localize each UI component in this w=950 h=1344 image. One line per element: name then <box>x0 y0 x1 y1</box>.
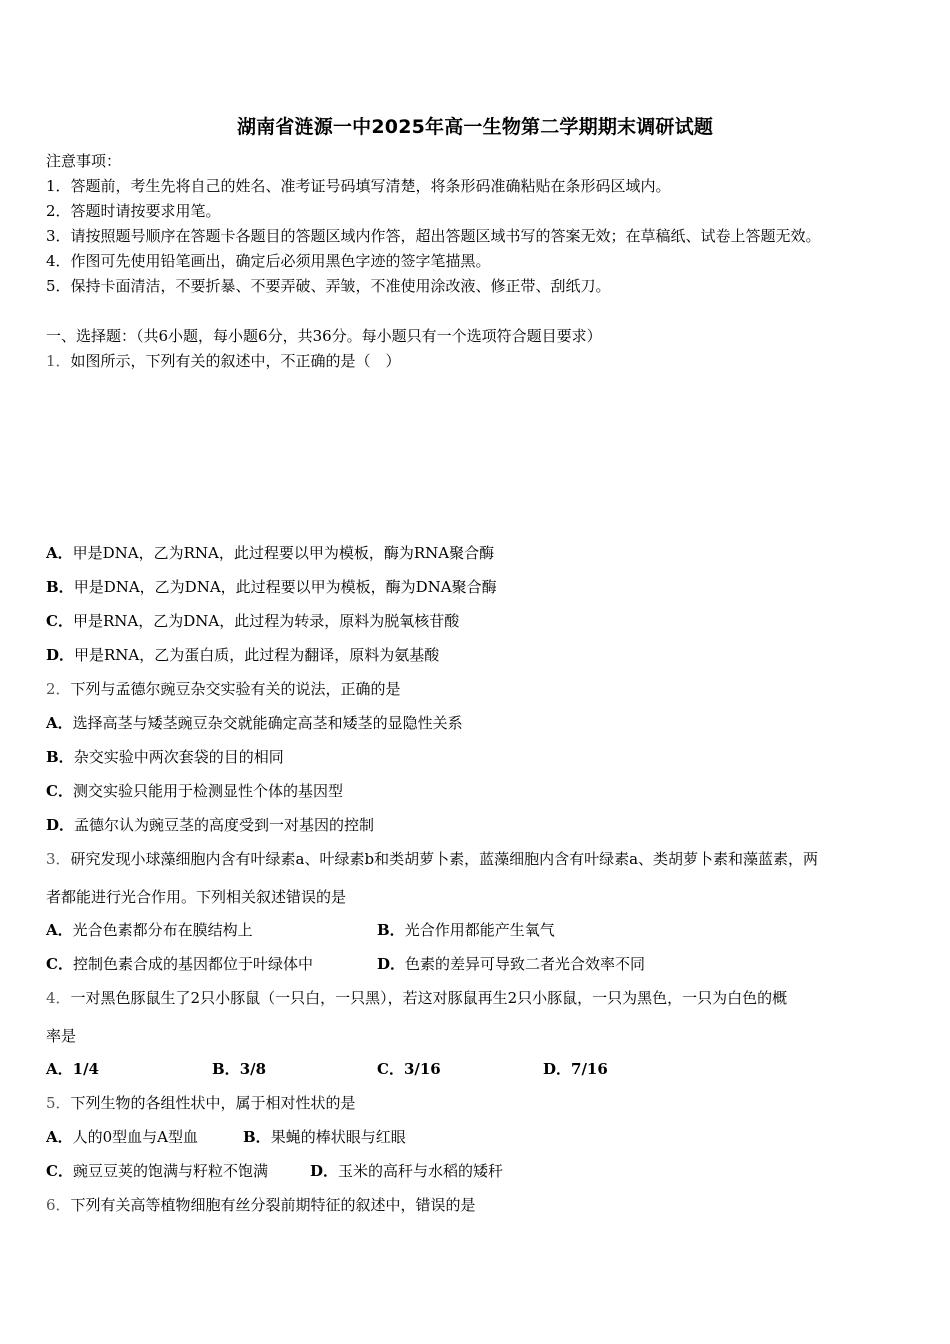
option-d <box>377 954 645 974</box>
question-stem: 如图所示，下列有关的叙述中，不正确的是（ ） <box>70 352 401 370</box>
option-label: D． <box>377 955 406 973</box>
option-text: 3/16 <box>403 1060 441 1078</box>
option-b <box>243 1127 406 1147</box>
option-text: 光合作用都能产生氧气 <box>404 921 555 939</box>
option-text: 果蝇的棒状眼与红眼 <box>270 1128 406 1146</box>
option-c <box>46 611 459 631</box>
option-label: D． <box>46 816 75 834</box>
figure-placeholder <box>46 385 906 530</box>
option-label: A． <box>46 544 73 562</box>
question-number: 1． <box>46 352 71 370</box>
option-label: A． <box>46 714 73 732</box>
option-b <box>46 747 284 767</box>
option-label: D． <box>310 1162 339 1180</box>
option-a <box>46 713 463 733</box>
option-text: 杂交实验中两次套袋的目的相同 <box>73 748 284 766</box>
option-label: B． <box>212 1060 240 1078</box>
option-label: B． <box>377 921 405 939</box>
option-b <box>46 577 497 597</box>
option-text: 豌豆豆荚的饱满与籽粒不饱满 <box>72 1162 268 1180</box>
question-1 <box>46 351 401 371</box>
option-label: C． <box>46 782 73 800</box>
option-label: C． <box>46 1162 73 1180</box>
notice-item: 2．答题时请按要求用笔。 <box>46 202 221 220</box>
option-label: D． <box>46 646 75 664</box>
question-number: 5． <box>46 1094 71 1112</box>
option-text: 甲是RNA，乙为DNA，此过程为转录，原料为脱氧核苷酸 <box>72 612 460 630</box>
notice-item: 4．作图可先使用铅笔画出，确定后必须用黑色字迹的签字笔描黑。 <box>46 252 491 270</box>
option-d <box>310 1161 503 1181</box>
option-text: 甲是DNA，乙为RNA，此过程要以甲为模板，酶为RNA聚合酶 <box>72 544 495 562</box>
option-label: A． <box>46 1128 73 1146</box>
option-c <box>377 1059 441 1079</box>
option-label: A． <box>46 921 73 939</box>
question-2 <box>46 679 401 699</box>
option-c <box>46 954 313 974</box>
option-label: D． <box>543 1060 572 1078</box>
option-text: 选择高茎与矮茎豌豆杂交就能确定高茎和矮茎的显隐性关系 <box>72 714 463 732</box>
question-number: 4． <box>46 989 71 1007</box>
option-text: 3/8 <box>239 1060 267 1078</box>
option-label: B． <box>46 578 74 596</box>
option-d <box>46 645 439 665</box>
notice-item: 5．保持卡面清洁，不要折暴、不要弄破、弄皱，不准使用涂改液、修正带、刮纸刀。 <box>46 277 611 295</box>
notice-item: 1．答题前，考生先将自己的姓名、准考证号码填写清楚，将条形码准确粘贴在条形码区域内。 <box>46 177 671 195</box>
notice-heading: 注意事项： <box>46 152 122 170</box>
section-heading: 一、选择题：（共6小题，每小题6分，共36分。每小题只有一个选项符合题目要求） <box>46 327 602 345</box>
option-text: 玉米的高秆与水稻的矮秆 <box>338 1162 504 1180</box>
option-label: A． <box>46 1060 73 1078</box>
option-a <box>46 1059 99 1079</box>
question-4 <box>46 988 787 1008</box>
option-text: 孟德尔认为豌豆茎的高度受到一对基因的控制 <box>74 816 375 834</box>
question-5 <box>46 1093 356 1113</box>
option-text: 甲是DNA，乙为DNA，此过程要以甲为模板，酶为DNA聚合酶 <box>73 578 497 596</box>
option-text: 色素的差异可导致二者光合效率不同 <box>405 955 646 973</box>
option-a <box>46 543 494 563</box>
option-d <box>46 815 374 835</box>
question-6 <box>46 1195 476 1215</box>
question-stem: 研究发现小球藻细胞内含有叶绿素a、叶绿素b和类胡萝卜素，蓝藻细胞内含有叶绿素a、类胡萝卜素和藻蓝素，两 <box>70 850 819 868</box>
option-label: C． <box>377 1060 404 1078</box>
question-number: 6． <box>46 1196 71 1214</box>
option-text: 控制色素合成的基因都位于叶绿体中 <box>72 955 313 973</box>
option-a <box>46 1127 198 1147</box>
question-stem: 下列生物的各组性状中，属于相对性状的是 <box>70 1094 356 1112</box>
option-text: 7/16 <box>571 1060 608 1078</box>
option-label: B． <box>243 1128 271 1146</box>
question-stem: 一对黑色豚鼠生了2只小豚鼠（一只白，一只黑），若这对豚鼠再生2只小豚鼠，一只为黑色，一只为白色的概 <box>70 989 788 1007</box>
option-text: 人的0型血与A型血 <box>72 1128 199 1146</box>
option-d <box>543 1059 608 1079</box>
option-label: B． <box>46 748 74 766</box>
option-text: 甲是RNA，乙为蛋白质，此过程为翻译，原料为氨基酸 <box>74 646 440 664</box>
option-text: 光合色素都分布在膜结构上 <box>72 921 253 939</box>
question-stem-continued: 率是 <box>46 1027 77 1045</box>
option-b <box>377 920 555 940</box>
page-title: 湖南省涟源一中2025年高一生物第二学期期末调研试题 <box>236 116 714 138</box>
option-label: C． <box>46 612 73 630</box>
option-text: 测交实验只能用于检测显性个体的基因型 <box>72 782 343 800</box>
question-stem: 下列与孟德尔豌豆杂交实验有关的说法，正确的是 <box>70 680 401 698</box>
question-stem: 下列有关高等植物细胞有丝分裂前期特征的叙述中，错误的是 <box>70 1196 476 1214</box>
option-text: 1/4 <box>72 1060 99 1078</box>
question-stem-continued: 者都能进行光合作用。下列相关叙述错误的是 <box>46 888 347 906</box>
option-a <box>46 920 253 940</box>
option-b <box>212 1059 266 1079</box>
question-3 <box>46 849 818 869</box>
option-c <box>46 781 343 801</box>
option-c <box>46 1161 268 1181</box>
question-number: 3． <box>46 850 71 868</box>
question-number: 2． <box>46 680 71 698</box>
option-label: C． <box>46 955 73 973</box>
notice-item: 3．请按照题号顺序在答题卡各题目的答题区域内作答，超出答题区域书写的答案无效；在草稿纸、试卷上答题无效。 <box>46 227 821 245</box>
